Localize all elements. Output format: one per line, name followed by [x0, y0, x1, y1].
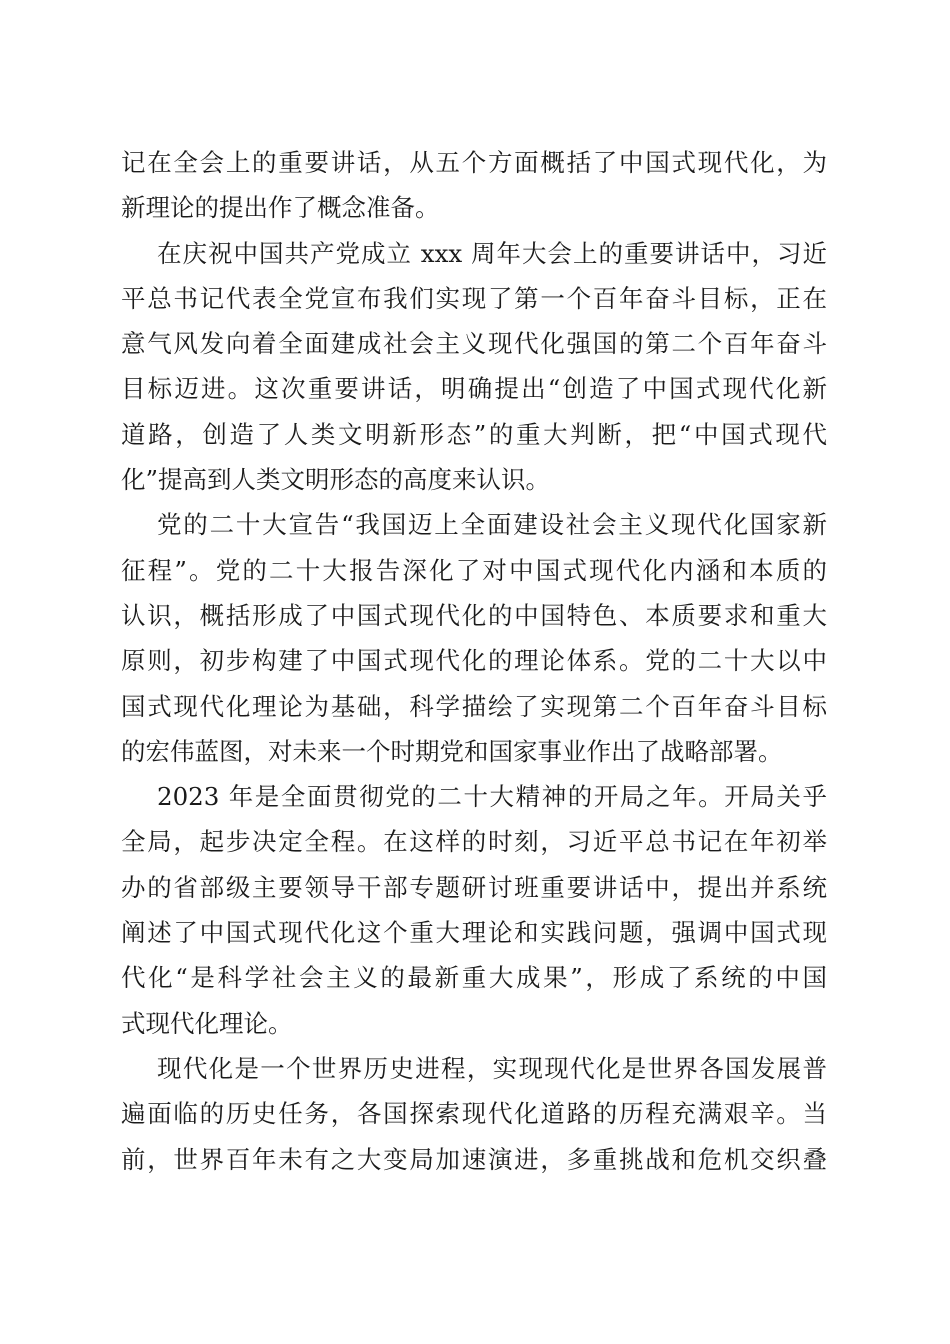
text-line: 全局，起步决定全程。在这样的时刻，习近平总书记在年初举: [121, 827, 827, 857]
text-line: 目标迈进。这次重要讲话，明确提出“创造了中国式现代化新: [121, 374, 827, 404]
paragraph-4: [121, 774, 827, 1046]
text-line: 前，世界百年未有之大变局加速演进，多重挑战和危机交织叠: [121, 1144, 827, 1174]
text-line: 阐述了中国式现代化这个重大理论和实践问题，强调中国式现: [121, 918, 827, 948]
paragraph-2: [121, 231, 827, 503]
text-line: 化”提高到人类文明形态的高度来认识。: [121, 465, 551, 495]
document-body: [121, 140, 827, 1182]
text-line: 原则，初步构建了中国式现代化的理论体系。党的二十大以中: [121, 646, 827, 676]
text-line: 征程”。党的二十大报告深化了对中国式现代化内涵和本质的: [121, 555, 827, 585]
text-line: 认识，概括形成了中国式现代化的中国特色、本质要求和重大: [121, 600, 827, 630]
text-line: 党的二十大宣告“我国迈上全面建设社会主义现代化国家新: [157, 510, 827, 540]
text-line: 现代化是一个世界历史进程，实现现代化是世界各国发展普: [157, 1053, 827, 1083]
text-line: 的宏伟蓝图，对未来一个时期党和国家事业作出了战略部署。: [121, 736, 783, 766]
paragraph-5: [121, 1046, 827, 1182]
text-line: 办的省部级主要领导干部专题研讨班重要讲话中，提出并系统: [121, 872, 827, 902]
text-line: 在庆祝中国共产党成立 xxx 周年大会上的重要讲话中，习近: [157, 238, 827, 268]
text-line: 平总书记代表全党宣布我们实现了第一个百年奋斗目标，正在: [121, 283, 827, 313]
text-line: 记在全会上的重要讲话，从五个方面概括了中国式现代化，为: [121, 148, 827, 177]
text-line: 道路，创造了人类文明新形态”的重大判断，把“中国式现代: [121, 419, 827, 449]
paragraph-3: [121, 502, 827, 774]
text-line: 2023 年是全面贯彻党的二十大精神的开局之年。开局关乎: [157, 782, 827, 812]
text-line: 意气风发向着全面建成社会主义现代化强国的第二个百年奋斗: [121, 329, 827, 359]
text-line: 遍面临的历史任务，各国探索现代化道路的历程充满艰辛。当: [121, 1099, 827, 1129]
paragraph-1: [121, 140, 827, 231]
text-line: 新理论的提出作了概念准备。: [121, 193, 440, 223]
text-line: 代化“是科学社会主义的最新重大成果”，形成了系统的中国: [121, 963, 827, 993]
text-line: 式现代化理论。: [121, 1008, 293, 1038]
text-line: 国式现代化理论为基础，科学描绘了实现第二个百年奋斗目标: [121, 691, 827, 721]
